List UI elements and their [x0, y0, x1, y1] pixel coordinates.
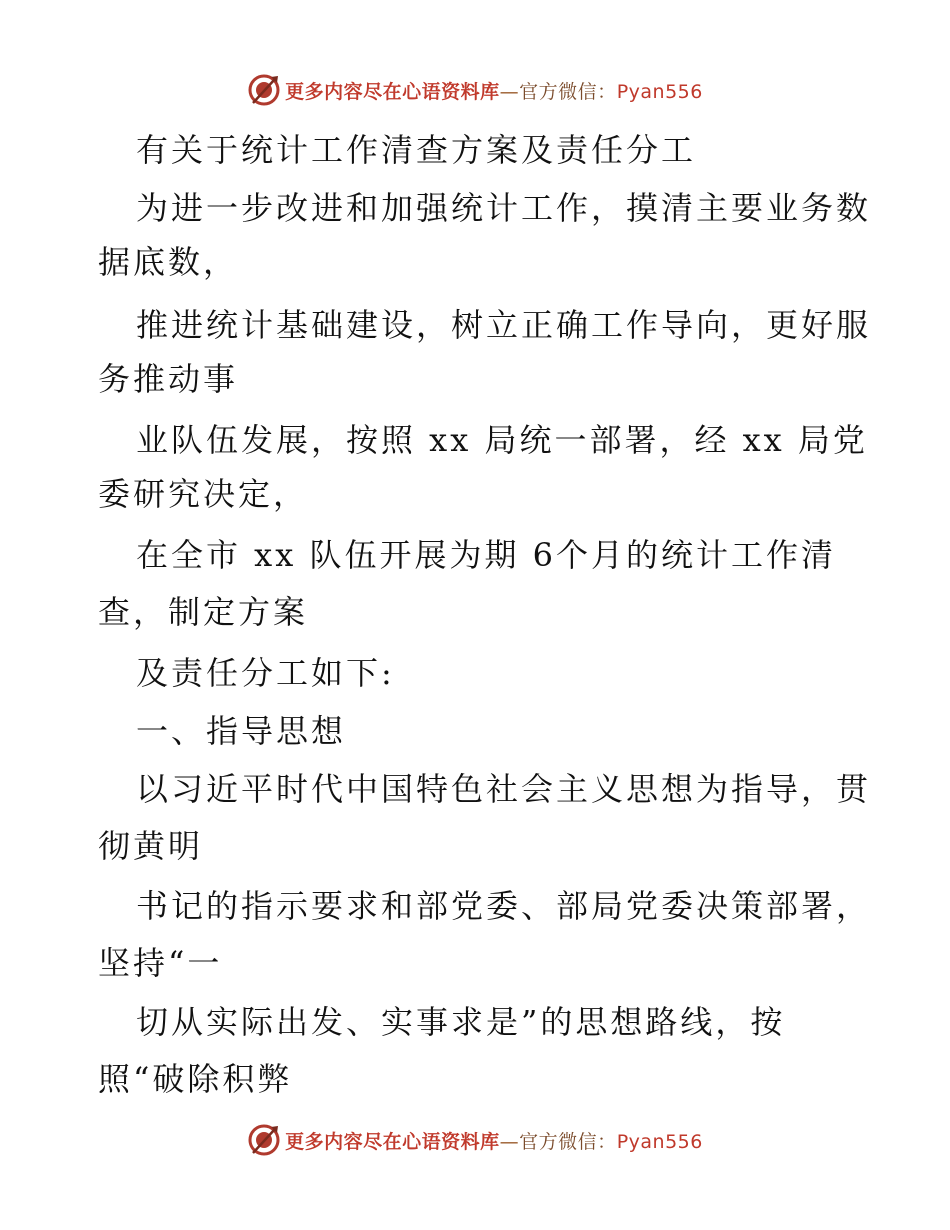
- section-heading: 一、指导思想: [136, 712, 347, 750]
- site-name: 更多内容尽在心语资料库: [285, 80, 500, 103]
- paragraph-line: 为进一步改进和加强统计工作，摸清主要业务数: [136, 189, 872, 227]
- header-banner-text: [285, 77, 703, 104]
- paragraph-line: 查，制定方案: [98, 593, 309, 631]
- paragraph-line: 据底数，: [98, 243, 239, 281]
- paragraph-line: 委研究决定，: [98, 475, 309, 513]
- header-banner: [0, 70, 950, 110]
- quill-seal-logo-icon: [247, 1123, 281, 1157]
- paragraph-line: 照“破除积弊: [98, 1060, 293, 1098]
- banner-dash: —: [499, 80, 520, 103]
- paragraph-line: 在全市 xx 队伍开展为期 6个月的统计工作清: [136, 536, 836, 574]
- paragraph-line: 坚持“一: [98, 944, 223, 982]
- paragraph-line: 切从实际出发、实事求是”的思想路线，按: [136, 1003, 786, 1041]
- footer-banner-content: [247, 1123, 703, 1157]
- paragraph-line: 推进统计基础建设，树立正确工作导向，更好服: [136, 306, 872, 344]
- paragraph-line: 书记的指示要求和部党委、部局党委决策部署，: [136, 887, 872, 925]
- footer-banner: [0, 1120, 950, 1160]
- paragraph-line: 彻黄明: [98, 827, 204, 865]
- banner-dash: —: [499, 1130, 520, 1153]
- document-title: 有关于统计工作清查方案及责任分工: [136, 131, 697, 169]
- paragraph-line: 以习近平时代中国特色社会主义思想为指导，贯: [136, 770, 872, 808]
- quill-seal-logo-icon: [247, 73, 281, 107]
- paragraph-line: 务推动事: [98, 360, 239, 398]
- wechat-label: 官方微信：: [519, 80, 617, 103]
- paragraph-line: 业队伍发展，按照 xx 局统一部署，经 xx 局党: [136, 421, 868, 459]
- wechat-id: Pyan556: [616, 1130, 703, 1153]
- paragraph-line: 及责任分工如下:: [136, 654, 395, 692]
- wechat-id: Pyan556: [616, 80, 703, 103]
- wechat-label: 官方微信：: [519, 1130, 617, 1153]
- header-banner-content: [247, 73, 703, 107]
- footer-banner-text: [285, 1127, 703, 1154]
- site-name: 更多内容尽在心语资料库: [285, 1130, 500, 1153]
